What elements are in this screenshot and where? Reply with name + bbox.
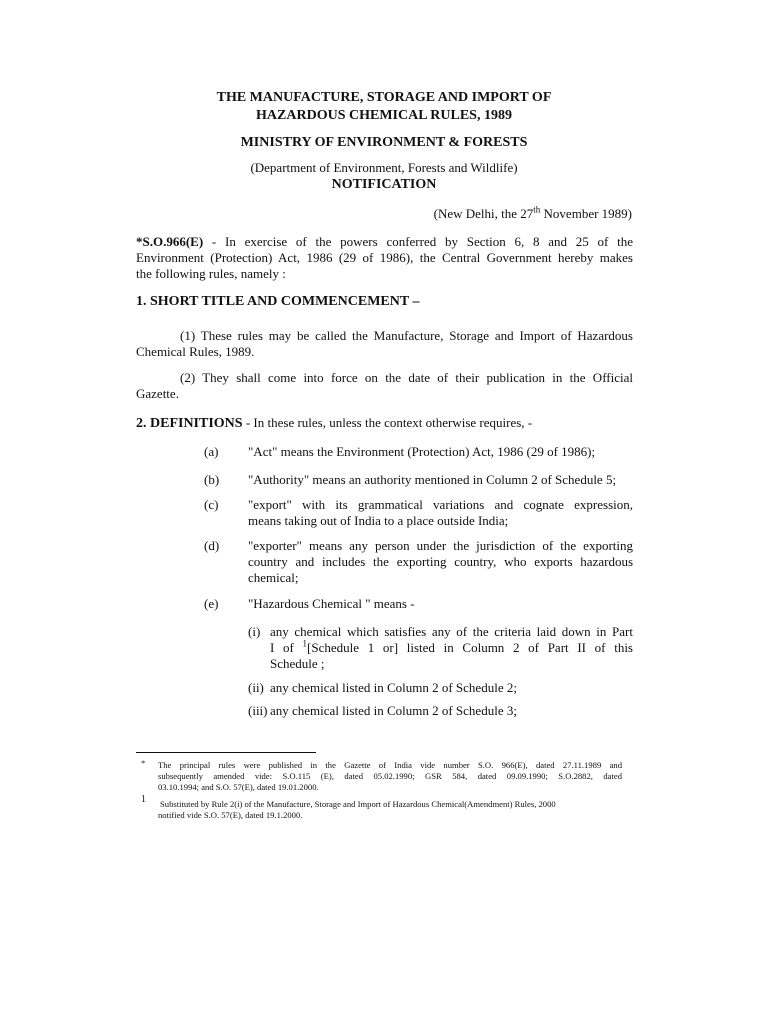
footnote-separator [136,752,316,753]
subitem-label: (i) [248,624,261,639]
date-post: November 1989) [540,206,632,221]
date-superscript: th [533,204,541,215]
subitem-label: (ii) [248,680,264,695]
definition-label: (d) [204,538,220,553]
notification-heading: NOTIFICATION [331,177,437,192]
subitem-text [270,640,633,656]
title-line-2: HAZARDOUS CHEMICAL RULES, 1989 [256,108,512,123]
intro-ref: *S.O.966(E) [136,234,204,249]
intro-line-1 [136,234,633,250]
definition-label: (b) [204,472,220,487]
subitem-text: any chemical which satisfies any of the criteria laid down in Part [270,624,633,639]
date-pre: (New Delhi, the 27 [433,206,534,221]
definition-text: means taking out of India to a place outside India; [248,513,509,528]
definition-text: "export" with its grammatical variations and cognate expression, [248,497,633,512]
intro-line-3: the following rules, namely : [136,266,286,281]
definition-label: (a) [204,444,219,459]
title-line-1: THE MANUFACTURE, STORAGE AND IMPORT OF [216,90,552,105]
definition-label: (e) [204,596,219,611]
subitem-text-pre: I of [270,640,303,655]
footnote-star-line: The principal rules were published in the Gazette of India vide number S.O. 966(E), dated 27.11.1989 and [158,760,622,770]
section-1-p1-line-1: (1) These rules may be called the Manufacture, Storage and Import of Hazardous [180,328,633,343]
definition-text: country and includes the exporting country, who exports hazardous [248,554,633,569]
definition-text: "Authority" means an authority mentioned in Column 2 of Schedule 5; [248,472,617,487]
footnote-star-line: subsequently amended vide: S.O.115 (E), dated 05.02.1990; GSR 584, dated 09.09.1990; S.O.2882, dated [158,771,622,781]
footnote-1-mark: 1 [141,794,146,805]
subitem-text-post: [Schedule 1 or] listed in Column 2 of Part II of this [307,640,633,655]
definition-text: "Act" means the Environment (Protection) Act, 1986 (29 of 1986); [248,444,596,459]
subitem-label: (iii) [248,703,268,718]
intro-line-1-text: - In exercise of the powers conferred by Section 6, 8 and 25 of the [203,234,633,249]
definition-text: "exporter" means any person under the jurisdiction of the exporting [248,538,633,553]
footnote-star-line: 03.10.1994; and S.O. 57(E), dated 19.01.2000. [158,782,319,792]
intro-line-2: Environment (Protection) Act, 1986 (29 of 1986), the Central Government hereby makes [136,250,633,265]
subitem-text: any chemical listed in Column 2 of Schedule 2; [270,680,517,695]
definition-text: "Hazardous Chemical " means - [248,596,415,611]
ministry-heading: MINISTRY OF ENVIRONMENT & FORESTS [240,135,528,150]
section-2-lead: - In these rules, unless the context otherwise requires, - [242,415,533,430]
section-1-p2-line-1: (2) They shall come into force on the date of their publication in the Official [180,370,633,385]
subitem-text: Schedule ; [270,656,325,671]
section-1-p2-line-2: Gazette. [136,386,179,401]
footnote-1-line: notified vide S.O. 57(E), dated 19.1.2000. [158,810,303,820]
definition-text: chemical; [248,570,299,585]
section-2-heading: 2. DEFINITIONS [136,416,243,431]
section-1-heading: 1. SHORT TITLE AND COMMENCEMENT – [136,294,420,309]
footnote-ref-1: 1 [302,638,308,649]
definition-label: (c) [204,497,219,512]
section-1-p1-line-2: Chemical Rules, 1989. [136,344,255,359]
date-line [434,206,632,222]
section-2-heading-line [136,415,532,432]
footnote-1-line: Substituted by Rule 2(i) of the Manufacture, Storage and Import of Hazardous Chemical(Amendment) Rules, 2000 [160,799,556,809]
subitem-text: any chemical listed in Column 2 of Schedule 3; [270,703,517,718]
footnote-star-mark: * [141,758,146,768]
department-line: (Department of Environment, Forests and Wildlife) [250,160,518,175]
